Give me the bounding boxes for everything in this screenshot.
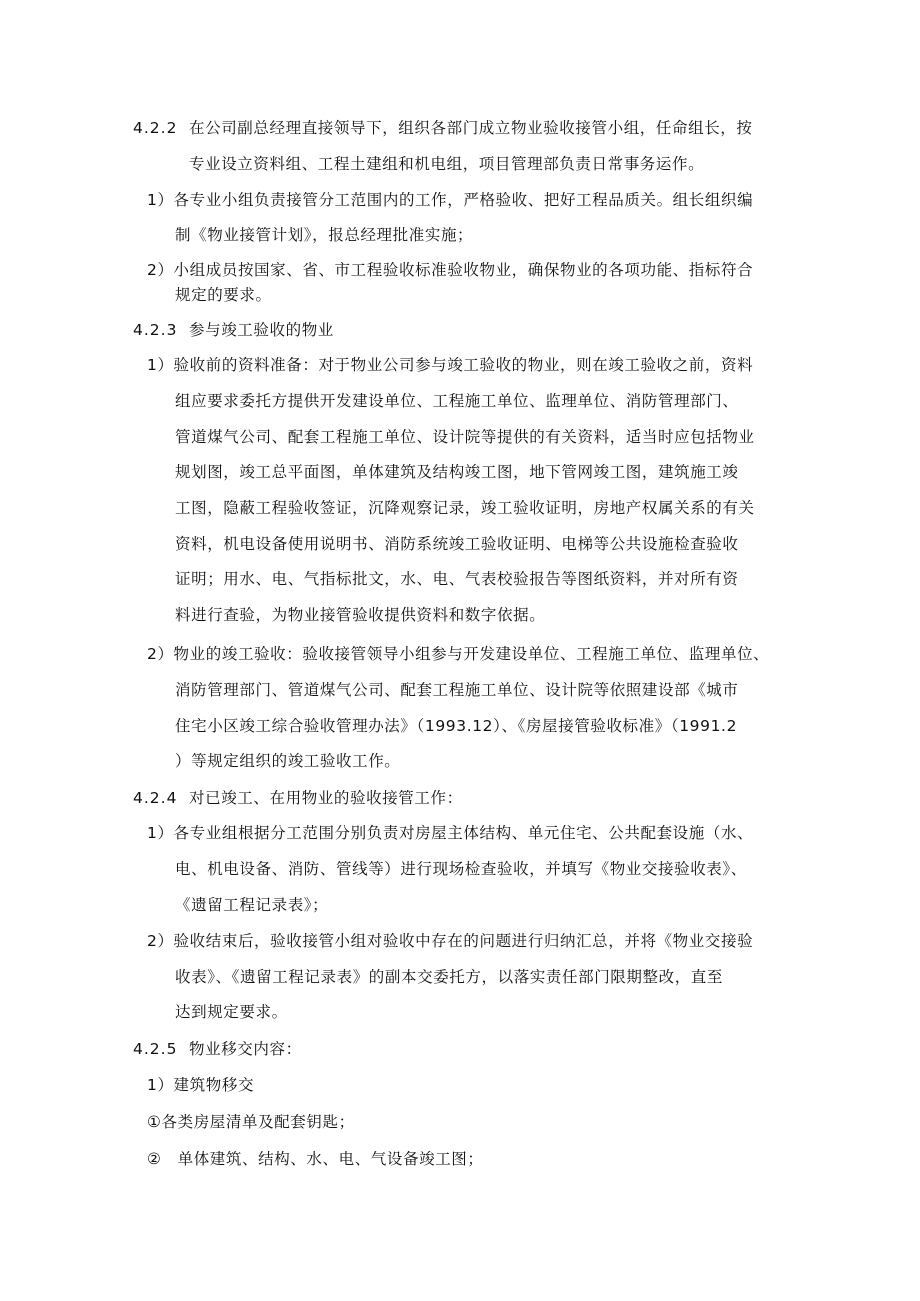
list-item-line: 电、机电设备、消防、管线等）进行现场检查验收，并填写《物业交接验收表》、	[175, 860, 747, 878]
list-item-line: 资料，机电设备使用说明书、消防系统竣工验收证明、电梯等公共设施检查验收	[175, 535, 739, 553]
list-item-line: 1）各专业组根据分工范围分别负责对房屋主体结构、单元住宅、公共配套设施（水、	[147, 824, 754, 842]
list-item-line: 组应要求委托方提供开发建设单位、工程施工单位、监理单位、消防管理部门、	[175, 392, 739, 410]
list-item-line: 2）小组成员按国家、省、市工程验收标准验收物业，确保物业的各项功能、指标符合	[147, 261, 754, 279]
paragraph-line: 物业移交内容：	[189, 1040, 302, 1058]
list-item-line: 消防管理部门、管道煤气公司、配套工程施工单位、设计院等依照建设部《城市	[175, 681, 739, 699]
list-item-line: 1）建筑物移交	[147, 1076, 255, 1094]
section-number: 4.2.3	[133, 321, 178, 339]
list-item-line: ② 单体建筑、结构、水、电、气设备竣工图；	[147, 1150, 484, 1168]
list-item-line: 管道煤气公司、配套工程施工单位、设计院等提供的有关资料，适当时应包括物业	[175, 428, 755, 446]
list-item-line: 规划图，竣工总平面图，单体建筑及结构竣工图，地下管网竣工图，建筑施工竣	[175, 463, 739, 481]
list-item-line: 制《物业接管计划》，报总经理批准实施；	[175, 226, 474, 244]
section-heading-4-2-3	[133, 319, 334, 341]
paragraph-line: 参与竣工验收的物业	[189, 321, 334, 339]
list-item-line: 2）验收结束后，验收接管小组对验收中存在的问题进行归纳汇总，并将《物业交接验	[147, 932, 754, 950]
list-item-line: 规定的要求。	[175, 286, 272, 304]
list-item-line: ①各类房屋清单及配套钥匙；	[147, 1113, 355, 1131]
list-item-line: 达到规定要求。	[175, 1003, 288, 1021]
section-number: 4.2.5	[133, 1040, 178, 1058]
list-item-line: 收表》、《遗留工程记录表》的副本交委托方，以落实责任部门限期整改，直至	[175, 968, 724, 986]
list-item-line: 住宅小区竣工综合验收管理办法》（1993.12）、《房屋接管验收标准》（1991.2	[175, 717, 738, 735]
paragraph-line: 在公司副总经理直接领导下，组织各部门成立物业验收接管小组，任命组长，按	[189, 119, 753, 137]
list-item-line: ）等规定组织的竣工验收工作。	[175, 752, 401, 770]
section-heading-4-2-5	[133, 1038, 302, 1060]
list-item-line: 证明；用水、电、气指标批文，水、电、气表校验报告等图纸资料，并对所有资	[175, 570, 739, 588]
section-number: 4.2.4	[133, 789, 178, 807]
list-item-line: 《遗留工程记录表》；	[175, 896, 329, 914]
paragraph-line: 专业设立资料组、工程土建组和机电组，项目管理部负责日常事务运作。	[189, 155, 705, 173]
paragraph-line: 对已竣工、在用物业的验收接管工作：	[189, 789, 463, 807]
list-item-line: 1）验收前的资料准备：对于物业公司参与竣工验收的物业，则在竣工验收之前，资料	[147, 356, 754, 374]
section-number: 4.2.2	[133, 119, 178, 137]
list-item-line: 工图，隐蔽工程验收签证，沉降观察记录，竣工验收证明，房地产权属关系的有关	[175, 499, 755, 517]
list-item-line: 1）各专业小组负责接管分工范围内的工作，严格验收、把好工程品质关。组长组织编	[147, 191, 754, 209]
section-heading-4-2-4	[133, 787, 463, 809]
list-item-line: 2）物业的竣工验收：验收接管领导小组参与开发建设单位、工程施工单位、监理单位、	[147, 645, 770, 663]
list-item-line: 料进行查验，为物业接管验收提供资料和数字依据。	[175, 606, 546, 624]
section-heading-4-2-2	[133, 117, 753, 139]
